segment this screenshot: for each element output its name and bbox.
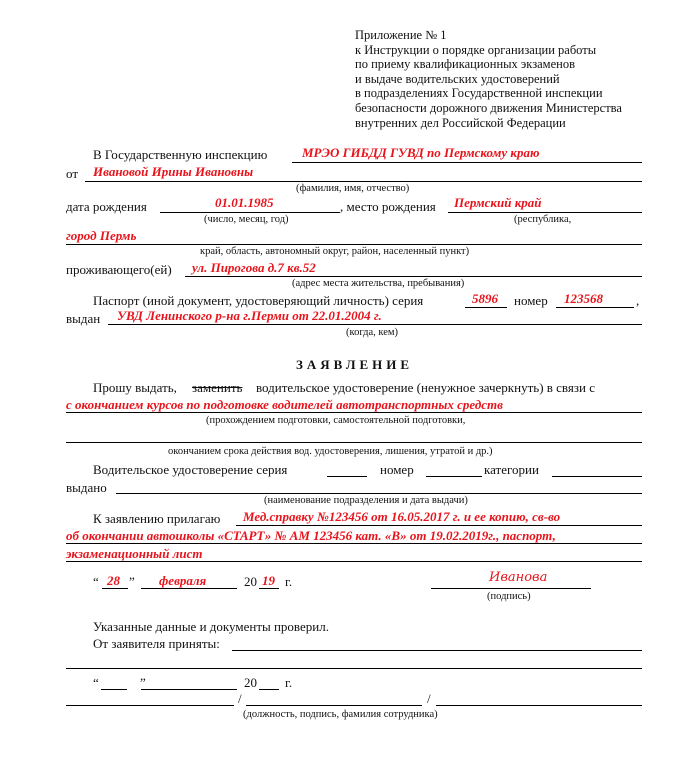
request-strike: заменить bbox=[192, 380, 243, 395]
staff-signature-line bbox=[246, 705, 422, 706]
region-caption: край, область, автономный округ, район, населенный пункт) bbox=[200, 246, 470, 257]
request-pre: Прошу выдать, bbox=[93, 380, 177, 395]
staff-date-day-line bbox=[101, 689, 127, 690]
from-label: от bbox=[66, 166, 79, 181]
accepted-line-2 bbox=[66, 668, 642, 669]
birthdate-value: 01.01.1985 bbox=[215, 195, 274, 210]
attach-label: К заявлению прилагаю bbox=[93, 511, 221, 526]
license-issued-caption: (наименование подразделения и дата выдачи) bbox=[264, 495, 468, 506]
from-value: Ивановой Ирины Ивановны bbox=[93, 164, 254, 179]
header-line: Приложение № 1 bbox=[355, 28, 447, 42]
city-line bbox=[66, 244, 642, 245]
addressee-label: В Государственную инспекцию bbox=[93, 147, 268, 162]
date-day: 28 bbox=[107, 573, 120, 588]
birthplace-value: Пермский край bbox=[454, 195, 542, 210]
applicant-signature: Иванова bbox=[489, 570, 548, 585]
date-year-line bbox=[259, 588, 279, 589]
residence-caption: (адрес места жительства, пребывания) bbox=[292, 278, 465, 289]
addressee-value: МРЭО ГИБДД ГУВД по Пермскому краю bbox=[302, 145, 540, 160]
birthdate-line bbox=[160, 212, 340, 213]
date-day-line bbox=[102, 588, 128, 589]
date-suffix: г. bbox=[285, 574, 293, 589]
license-category-label: категории bbox=[484, 462, 539, 477]
reason-caption-2: окончанием срока действия вод. удостоверения, лишения, утратой и др.) bbox=[168, 446, 493, 457]
fio-caption: (фамилия, имя, отчество) bbox=[296, 183, 410, 194]
reason-line-2 bbox=[66, 442, 642, 443]
reason-caption-1: (прохождением подготовки, самостоятельной подготовки, bbox=[206, 415, 466, 426]
license-issued-label: выдано bbox=[66, 480, 107, 495]
birthdate-label: дата рождения bbox=[66, 199, 147, 214]
staff-slash-1: / bbox=[238, 691, 242, 706]
header-line: внутренних дел Российской Федерации bbox=[355, 115, 566, 130]
staff-date-century: 20 bbox=[244, 675, 257, 690]
passport-comma: , bbox=[636, 293, 640, 308]
staff-position-line bbox=[66, 705, 234, 706]
header-line: в подразделениях Государственной инспекции bbox=[355, 86, 603, 101]
signature-line bbox=[431, 588, 591, 589]
reason-value: с окончанием курсов по подготовке водителей автотранспортных средств bbox=[66, 397, 503, 412]
license-category-line bbox=[552, 476, 642, 477]
republic-caption: (республика, bbox=[514, 214, 572, 225]
staff-caption: (должность, подпись, фамилия сотрудника) bbox=[243, 709, 438, 720]
header-line: к Инструкции о порядке организации работы bbox=[355, 42, 597, 57]
date-century: 20 bbox=[244, 574, 257, 589]
attach-underline-1 bbox=[236, 525, 642, 526]
passport-number: 123568 bbox=[564, 291, 603, 306]
issued-caption: (когда, кем) bbox=[346, 327, 398, 338]
date-month-line bbox=[141, 588, 237, 589]
staff-date-suffix: г. bbox=[285, 675, 293, 690]
date-quote-open: “ bbox=[93, 574, 99, 589]
issued-label: выдан bbox=[66, 311, 101, 326]
passport-label: Паспорт (иной документ, удостоверяющий личность) серия bbox=[93, 293, 424, 308]
header-line: безопасности дорожного движения Министерства bbox=[355, 100, 622, 115]
birthplace-line bbox=[448, 212, 642, 213]
staff-date-quote-close: ” bbox=[140, 675, 146, 690]
from-line bbox=[85, 181, 642, 182]
attach-underline-2 bbox=[66, 543, 642, 544]
residence-line bbox=[185, 276, 642, 277]
staff-surname-line bbox=[436, 705, 642, 706]
attach-underline-3 bbox=[66, 561, 642, 562]
addressee-line bbox=[292, 162, 642, 163]
license-number-label: номер bbox=[380, 462, 414, 477]
city-value: город Пермь bbox=[66, 228, 137, 243]
issued-value: УВД Ленинского р-на г.Перми от 22.01.2004 г. bbox=[117, 308, 382, 323]
request-post: водительское удостоверение (ненужное зачеркнуть) в связи с bbox=[256, 380, 595, 395]
attach-line-2: об окончании автошколы «СТАРТ» № АМ 123456 кат. «В» от 19.02.2019г., паспорт, bbox=[66, 528, 556, 543]
license-number-line bbox=[426, 476, 482, 477]
staff-date-quote-open: “ bbox=[93, 675, 99, 690]
staff-date-month-line bbox=[141, 689, 237, 690]
reason-line bbox=[66, 412, 642, 413]
attach-line-3: экзаменационный лист bbox=[66, 546, 203, 561]
birthdate-caption: (число, месяц, год) bbox=[204, 214, 289, 225]
passport-number-label: номер bbox=[514, 293, 548, 308]
checked-label: Указанные данные и документы проверил. bbox=[93, 619, 329, 634]
passport-series-line bbox=[465, 307, 507, 308]
header-line: по приему квалификационных экзаменов bbox=[355, 57, 575, 72]
staff-date-year-line bbox=[259, 689, 279, 690]
license-series-label: Водительское удостоверение серия bbox=[93, 462, 288, 477]
staff-slash-2: / bbox=[427, 691, 431, 706]
license-series-line bbox=[327, 476, 367, 477]
accepted-line bbox=[232, 650, 642, 651]
issued-line bbox=[108, 324, 642, 325]
instruction-header bbox=[355, 28, 622, 130]
attach-line-1: Мед.справку №123456 от 16.05.2017 г. и ее копию, св-во bbox=[243, 509, 561, 524]
license-issued-line bbox=[116, 493, 642, 494]
passport-series: 5896 bbox=[472, 291, 498, 306]
residence-label: проживающего(ей) bbox=[66, 262, 172, 277]
date-quote-close: ” bbox=[129, 574, 135, 589]
passport-number-line bbox=[556, 307, 634, 308]
date-year: 19 bbox=[262, 573, 275, 588]
date-month: февраля bbox=[159, 573, 207, 588]
header-line: и выдаче водительских удостоверений bbox=[355, 71, 560, 86]
statement-title: ЗАЯВЛЕНИЕ bbox=[296, 357, 414, 372]
signature-caption: (подпись) bbox=[487, 591, 531, 602]
birthplace-label: , место рождения bbox=[340, 199, 436, 214]
accepted-label: От заявителя приняты: bbox=[93, 636, 220, 651]
residence-value: ул. Пирогова д.7 кв.52 bbox=[192, 260, 316, 275]
